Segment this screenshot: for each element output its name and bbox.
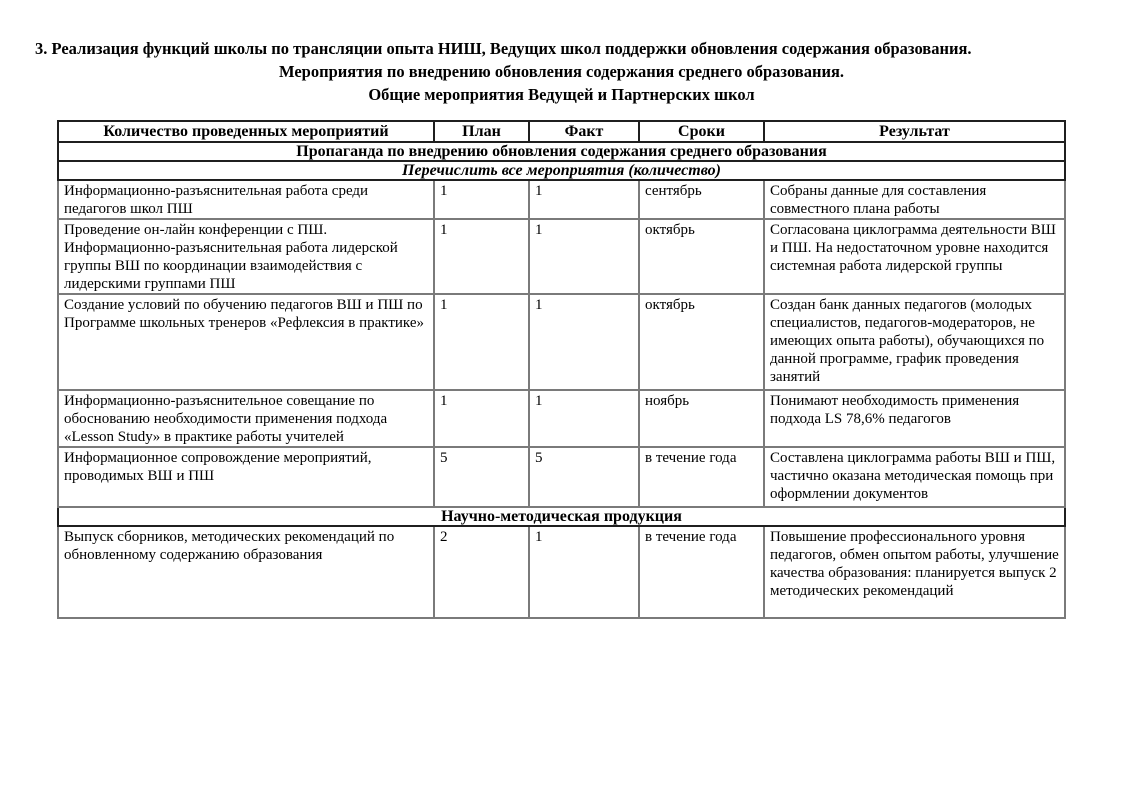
section-title-propaganda: Пропаганда по внедрению обновления содержания среднего образования: [58, 142, 1065, 161]
fact-cell: 1: [529, 390, 639, 447]
result-cell: Собраны данные для составления совместного плана работы: [764, 180, 1065, 219]
doc-subtitle-2: Общие мероприятия Ведущей и Партнерских школ: [368, 85, 755, 104]
plan-cell: 5: [434, 447, 529, 507]
activity-cell: Информационно-разъяснительная работа среди педагогов школ ПШ: [58, 180, 434, 219]
section-note: Перечислить все мероприятия (количество): [58, 161, 1065, 180]
fact-cell: 1: [529, 294, 639, 390]
events-table: [57, 120, 1066, 619]
column-header-term: Сроки: [639, 121, 764, 142]
table-row: [58, 180, 1065, 219]
term-cell: ноябрь: [639, 390, 764, 447]
column-header-fact: Факт: [529, 121, 639, 142]
plan-cell: 1: [434, 390, 529, 447]
fact-cell: 5: [529, 447, 639, 507]
table-row: [58, 219, 1065, 294]
table-row: [58, 390, 1065, 447]
plan-cell: 2: [434, 526, 529, 618]
fact-cell: 1: [529, 219, 639, 294]
result-cell: Создан банк данных педагогов (молодых специалистов, педагогов-модераторов, не имеющих опыта работы), обучающихся по данной программе, график проведения занятий: [764, 294, 1065, 390]
activity-cell: Создание условий по обучению педагогов ВШ и ПШ по Программе школьных тренеров «Рефлексия в практике»: [58, 294, 434, 390]
activity-cell: Выпуск сборников, методических рекомендаций по обновленному содержанию образования: [58, 526, 434, 618]
term-cell: октябрь: [639, 219, 764, 294]
result-cell: Понимают необходимость применения подхода LS 78,6% педагогов: [764, 390, 1065, 447]
activity-cell: Проведение он-лайн конференции с ПШ. Информационно-разъяснительная работа лидерской группы ВШ по координации взаимодействия с лидерскими группами ПШ: [58, 219, 434, 294]
fact-cell: 1: [529, 180, 639, 219]
term-cell: в течение года: [639, 526, 764, 618]
table-row: [58, 447, 1065, 507]
column-header-plan: План: [434, 121, 529, 142]
column-header-result: Результат: [764, 121, 1065, 142]
fact-cell: 1: [529, 526, 639, 618]
activity-cell: Информационное сопровождение мероприятий, проводимых ВШ и ПШ: [58, 447, 434, 507]
plan-cell: 1: [434, 219, 529, 294]
result-cell: Согласована циклограмма деятельности ВШ и ПШ. На недостаточном уровне находится системная работа лидерской группы: [764, 219, 1065, 294]
table-row: [58, 526, 1065, 618]
table-header-row: [58, 121, 1065, 142]
result-cell: Составлена циклограмма работы ВШ и ПШ, частично оказана методическая помощь при оформлении документов: [764, 447, 1065, 507]
plan-cell: 1: [434, 180, 529, 219]
section-title-methodical: Научно-методическая продукция: [58, 507, 1065, 526]
doc-subtitle-1: Мероприятия по внедрению обновления содержания среднего образования.: [278, 62, 845, 81]
table-row: [58, 294, 1065, 390]
term-cell: в течение года: [639, 447, 764, 507]
result-cell: Повышение профессионального уровня педагогов, обмен опытом работы, улучшение качества образования: планируется выпуск 2 методических рекомендаций: [764, 526, 1065, 618]
section-heading: 3. Реализация функций школы по трансляции опыта НИШ, Ведущих школ поддержки обновления содержания образования.: [35, 39, 972, 58]
section-row-methodical: [58, 507, 1065, 526]
term-cell: октябрь: [639, 294, 764, 390]
section-row-propaganda: [58, 142, 1065, 161]
plan-cell: 1: [434, 294, 529, 390]
column-header-activity: Количество проведенных мероприятий: [58, 121, 434, 142]
section-row-note: [58, 161, 1065, 180]
term-cell: сентябрь: [639, 180, 764, 219]
activity-cell: Информационно-разъяснительное совещание по обоснованию необходимости применения подхода «Lesson Study» в практике работы учителей: [58, 390, 434, 447]
